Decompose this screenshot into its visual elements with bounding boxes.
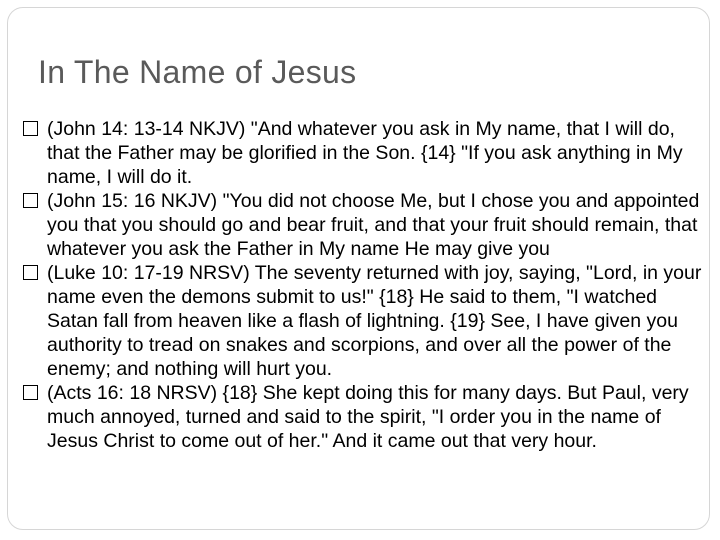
slide-title: In The Name of Jesus <box>38 54 357 90</box>
bullet-item-luke-10 <box>20 261 705 381</box>
bullet-text: (John 14: 13-14 NKJV) "And whatever you ask in My name, that I will do, that the Father may be glorified in the Son. {14} "If you ask anything in My name, I will do it. <box>47 118 683 188</box>
square-bullet-icon <box>23 265 38 280</box>
bullet-item-acts-16 <box>20 381 705 453</box>
square-bullet-icon <box>23 385 38 400</box>
bullet-text: (Luke 10: 17-19 NRSV) The seventy returned with joy, saying, "Lord, in your name even the demons submit to us!" {18} He said to them, "I watched Satan fall from heaven like a flash of lightning. {19} See, I have given you authority to tread on snakes and scorpions, and over all the power of the enemy; and nothing will hurt you. <box>47 262 702 380</box>
square-bullet-icon <box>23 193 38 208</box>
bullet-text: (Acts 16: 18 NRSV) {18} She kept doing this for many days. But Paul, very much annoyed, turned and said to the spirit, "I order you in the name of Jesus Christ to come out of her." And it came out that very hour. <box>47 382 689 452</box>
bullet-item-john-15 <box>20 189 705 261</box>
square-bullet-icon <box>23 121 38 136</box>
bullet-list <box>20 117 705 453</box>
bullet-text: (John 15: 16 NKJV) "You did not choose Me, but I chose you and appointed you that you should go and bear fruit, and that your fruit should remain, that whatever you ask the Father in My name He may give you <box>47 190 700 260</box>
bullet-item-john-14 <box>20 117 705 189</box>
